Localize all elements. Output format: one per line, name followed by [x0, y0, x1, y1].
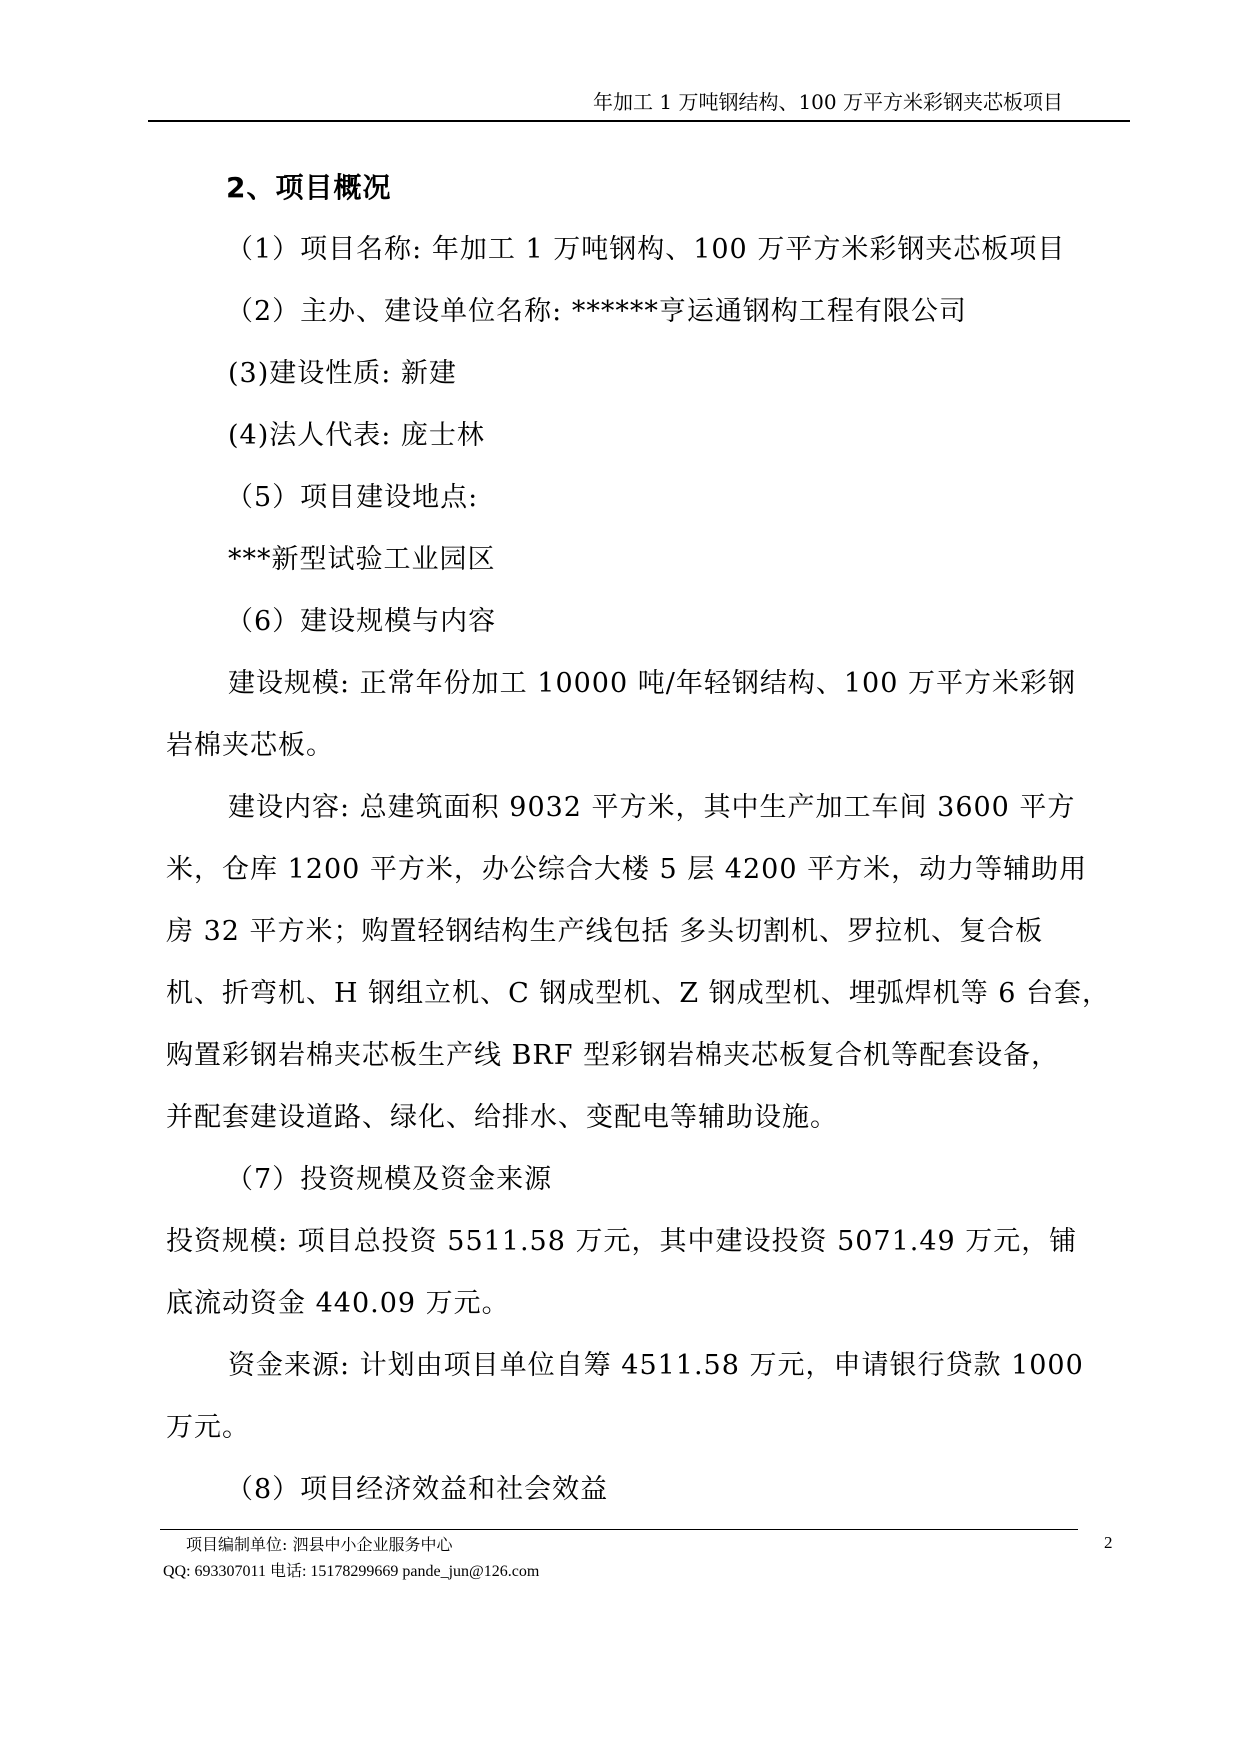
paragraph-line: 购置彩钢岩棉夹芯板生产线 BRF 型彩钢岩棉夹芯板复合机等配套设备， — [166, 1040, 1060, 1071]
paragraph-line: （1）项目名称: 年加工 1 万吨钢构、100 万平方米彩钢夹芯板项目 — [226, 234, 1066, 265]
paragraph-line: 房 32 平方米；购置轻钢结构生产线包括 多头切割机、罗拉机、复合板 — [166, 916, 1044, 947]
header-title: 年加工 1 万吨钢结构、100 万平方米彩钢夹芯板项目 — [593, 90, 1063, 114]
footer-unit: 项目编制单位: 泗县中小企业服务中心 — [186, 1535, 453, 1554]
page-number: 2 — [1104, 1533, 1113, 1552]
paragraph-line: 万元。 — [166, 1412, 250, 1443]
paragraph-line: 米，仓库 1200 平方米，办公综合大楼 5 层 4200 平方米，动力等辅助用 — [166, 854, 1088, 885]
paragraph-line: (3)建设性质: 新建 — [228, 358, 457, 389]
paragraph-line: 建设规模: 正常年份加工 10000 吨/年轻钢结构、100 万平方米彩钢 — [228, 668, 1076, 699]
paragraph-line: （2）主办、建设单位名称: ******亨运通钢构工程有限公司 — [226, 296, 967, 327]
paragraph-line: 机、折弯机、H 钢组立机、C 钢成型机、Z 钢成型机、埋弧焊机等 6 台套， — [166, 978, 1111, 1009]
footer-divider — [160, 1529, 1078, 1530]
paragraph-line: （8）项目经济效益和社会效益 — [226, 1474, 609, 1505]
paragraph-line: 岩棉夹芯板。 — [166, 730, 334, 761]
paragraph-line: (4)法人代表: 庞士林 — [228, 420, 485, 451]
paragraph-line: 并配套建设道路、绿化、给排水、变配电等辅助设施。 — [166, 1102, 838, 1133]
footer-contact: QQ: 693307011 电话: 15178299669 pande_jun@126.com — [163, 1563, 540, 1580]
paragraph-line: （5）项目建设地点: — [226, 482, 479, 513]
section-heading: 2、项目概况 — [226, 171, 392, 204]
paragraph-line: （7）投资规模及资金来源 — [226, 1164, 553, 1195]
paragraph-line: 资金来源: 计划由项目单位自筹 4511.58 万元，申请银行贷款 1000 — [228, 1350, 1084, 1381]
paragraph-line: ***新型试验工业园区 — [228, 544, 496, 575]
header-divider — [148, 120, 1130, 122]
paragraph-line: 底流动资金 440.09 万元。 — [166, 1288, 510, 1319]
paragraph-line: 建设内容: 总建筑面积 9032 平方米，其中生产加工车间 3600 平方 — [228, 792, 1076, 823]
paragraph-line: （6）建设规模与内容 — [226, 606, 497, 637]
paragraph-line: 投资规模: 项目总投资 5511.58 万元，其中建设投资 5071.49 万元，铺 — [166, 1226, 1078, 1257]
